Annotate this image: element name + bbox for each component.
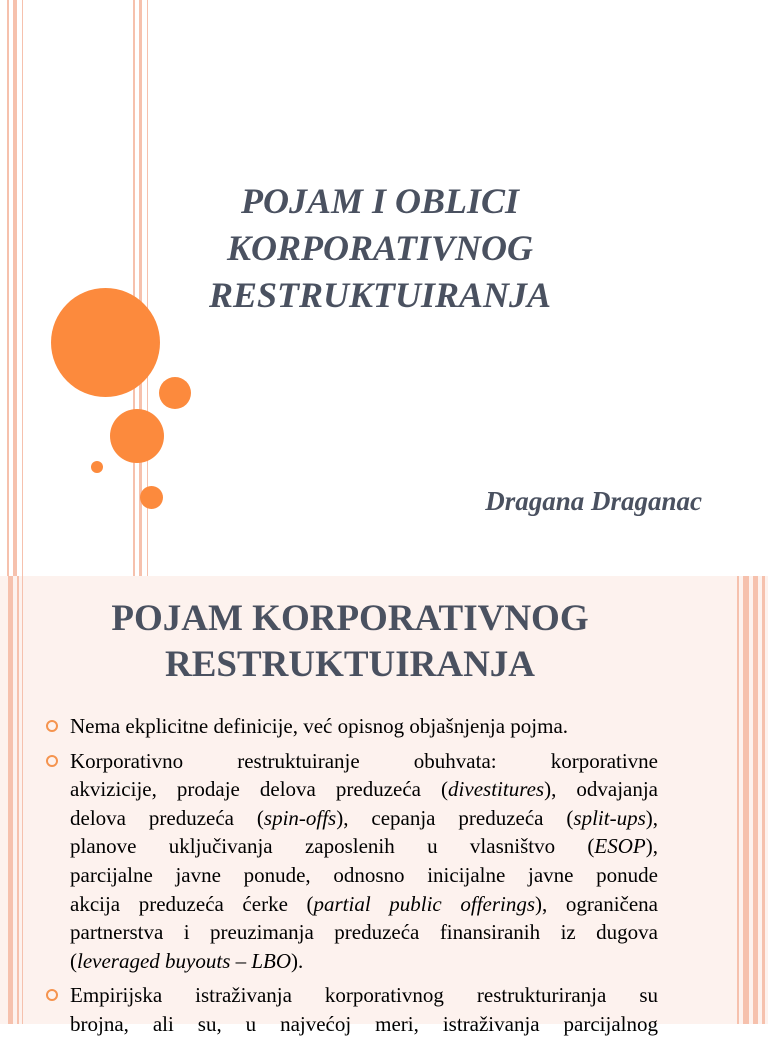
decor-line [737,576,739,1024]
decor-circle-medium [110,409,164,463]
content-title: POJAM KORPORATIVNOG RESTRUKTUIRANJA [111,598,589,685]
list-item: Nema ekplicitne definicije, već opisnog objašnjenja pojma. [44,712,658,741]
decor-circle-tiny [91,461,103,473]
decor-line [753,576,758,1024]
decor-line [22,576,23,1024]
decor-line [7,0,9,576]
decor-circle-small [140,486,163,509]
list-item: Empirijska istraživanja korporativnog restrukturiranja su brojna, ali su, u najvećoj meri, istraživanja parcijalnog [44,981,658,1038]
decor-line [762,576,765,1024]
decor-line [13,0,17,576]
bullet-circle-icon [46,755,58,767]
decor-line [17,576,19,1024]
decor-line [743,576,749,1024]
decor-circle-large [51,288,160,397]
bullet-circle-icon [46,720,58,732]
bullet-list [44,712,658,1045]
decor-line [22,0,23,576]
bullet-circle-icon [46,989,58,1001]
decor-line [133,0,135,576]
slide-title: POJAM I OBLICI KORPORATIVNOG RESTRUKTUIRANJA [208,181,552,315]
list-item: Korporativno restruktuiranje obuhvata: korporativne akvizicije, prodaje delova preduzeća (divestitures), odvajanja delova preduzeća (spin-offs), cepanja preduzeća (split-ups), planove uključivanja zaposlenih u vlasništvo (ESOP), parcijalne javne ponude, odnosno inicijalne javne ponude akcija preduzeća ćerke (partial public offerings), ograničena partnerstva i preuzimanja preduzeća finansiranih iz dugova (leveraged buyouts – LBO). [44,747,658,976]
decor-line [8,576,13,1024]
author-name: Dragana Draganac [485,486,702,516]
decor-circle-small [159,377,191,409]
